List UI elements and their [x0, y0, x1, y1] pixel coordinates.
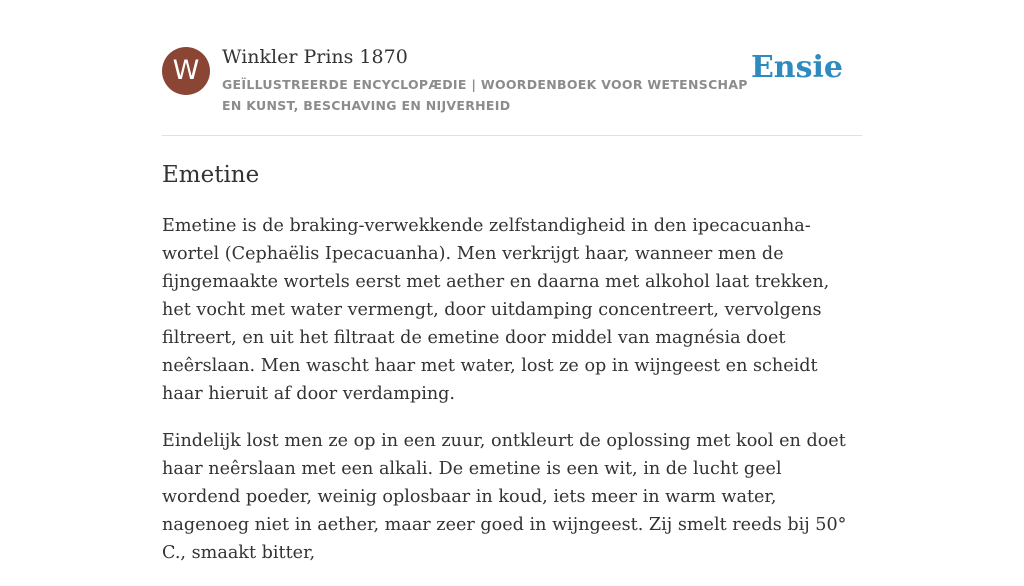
source-subtitle: GEÏLLUSTREERDE ENCYCLOPÆDIE | WOORDENBOEK VOOR WETENSCHAP EN KUNST, BESCHAVING EN NIJVERHEID	[222, 77, 748, 113]
source-title[interactable]: Winkler Prins 1870	[222, 46, 408, 68]
source-header	[162, 46, 862, 136]
brand-logo[interactable]: Ensie	[750, 50, 843, 85]
article-paragraph: Eindelijk lost men ze op in een zuur, ontkleurt de oplossing met kool en doet haar neêrslaan met een alkali. De emetine is een wit, in de lucht geel wordend poeder, weinig oplosbaar in koud, iets meer in warm water, nagenoeg niet in aether, maar zeer goed in wijngeest. Zij smelt reeds bij 50° C., smaakt bitter,	[162, 431, 847, 563]
source-avatar[interactable]: W	[162, 47, 210, 95]
article-title: Emetine	[162, 162, 260, 188]
header-divider	[162, 135, 862, 136]
article	[162, 158, 862, 586]
article-paragraph: Emetine is de braking-verwekkende zelfstandigheid in den ipecacuanha-wortel (Cephaëlis Ipecacuanha). Men verkrijgt haar, wanneer men de fijngemaakte wortels eerst met aether en daarna met alkohol laat trekken, het vocht met water vermengt, door uitdamping concentreert, vervolgens filtreert, en uit het filtraat de emetine door middel van magnésia doet neêrslaan. Men wascht haar met water, lost ze op in wijngeest en scheidt haar hieruit af door verdamping.	[162, 216, 830, 404]
